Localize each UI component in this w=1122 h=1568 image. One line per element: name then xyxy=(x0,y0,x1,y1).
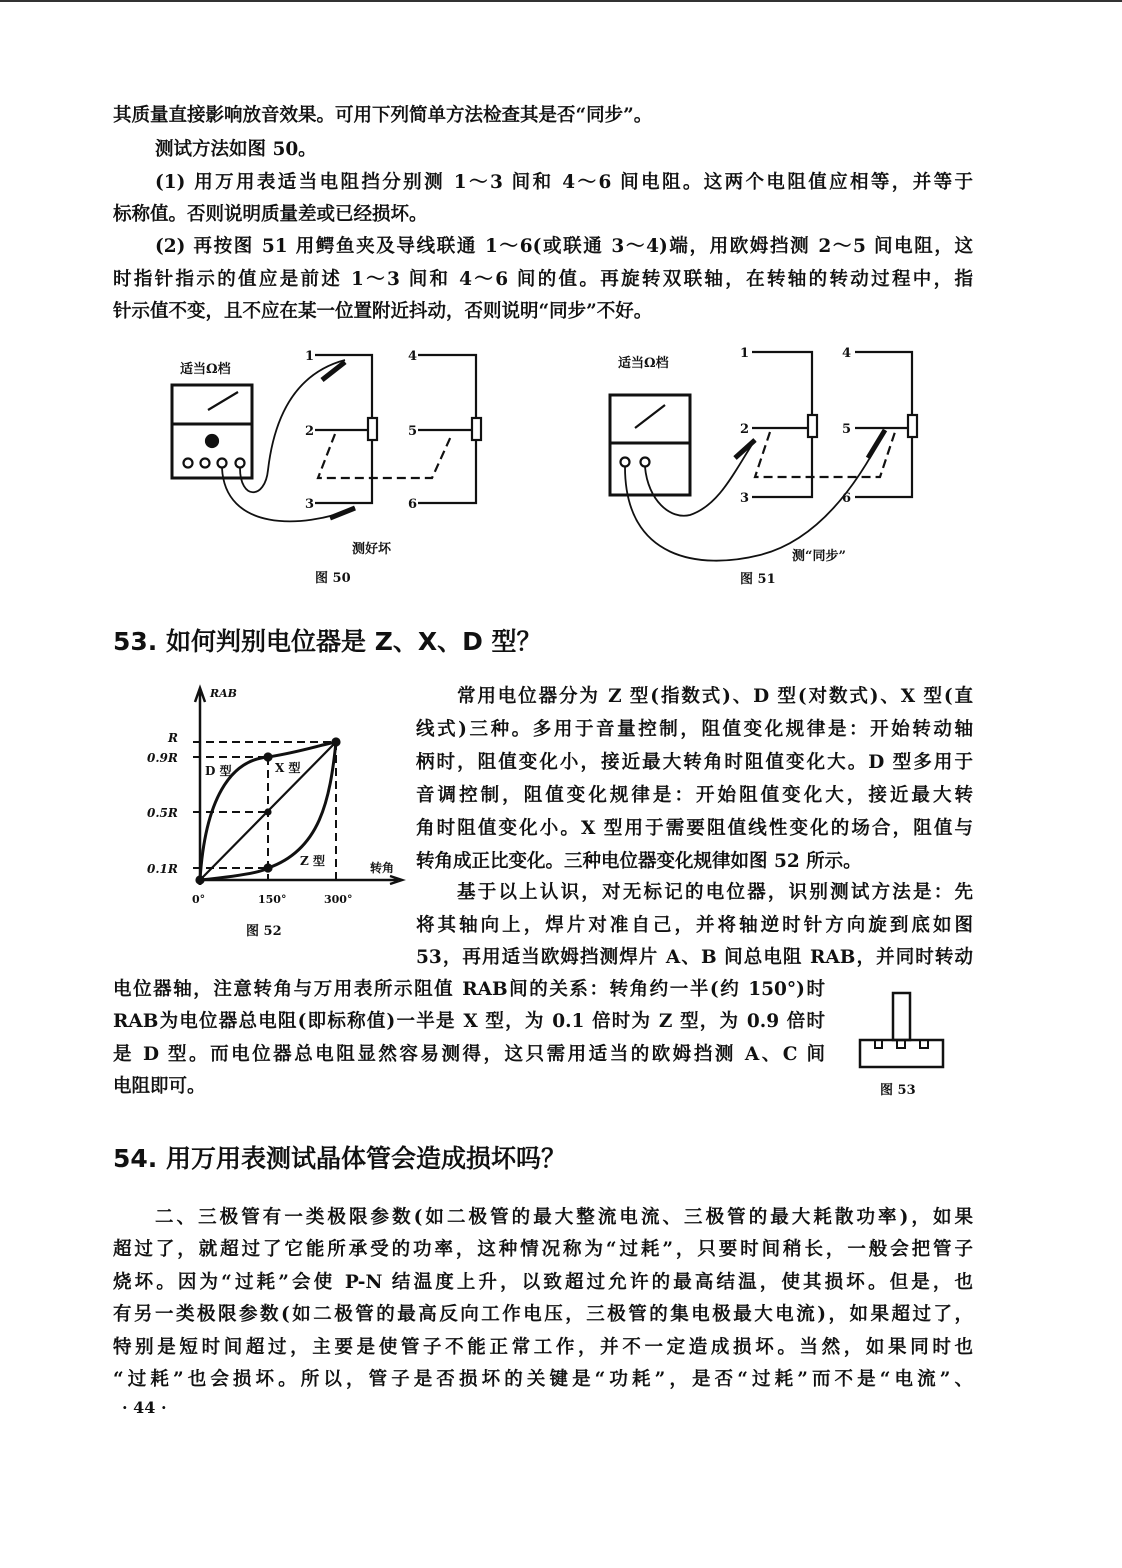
paragraph-line: 基于以上认识，对无标记的电位器，识别测试方法是：先 xyxy=(457,882,973,903)
terminal-label: 1 xyxy=(740,346,750,361)
figure-subcaption: 测好坏 xyxy=(352,542,392,557)
paragraph-line: (2) 再按图 51 用鳄鱼夹及导线联通 1～6(或联通 3～4)端，用欧姆挡测 2～5 间电阻，这 xyxy=(155,236,973,257)
x-tick-label: 300° xyxy=(324,893,353,906)
paragraph-line: 线式)三种。多用于音量控制，阻值变化规律是：开始转动轴 xyxy=(416,719,973,740)
terminal-label: 3 xyxy=(740,491,750,506)
paragraph-line: 将其轴向上，焊片对准自己，并将轴逆时针方向旋到底如图 xyxy=(416,915,973,936)
potentiometer-icon xyxy=(472,418,481,440)
paragraph-line: “过耗”也会损坏。所以，管子是否损坏的关键是“功耗”，是否“过耗”而不是“电流”、 xyxy=(113,1369,973,1390)
paragraph-line: 转角成正比变化。三种电位器变化规律如图 52 所示。 xyxy=(416,851,862,872)
paragraph-line: 柄时，阻值变化小，接近最大转角时阻值变化大。D 型多用于 xyxy=(416,752,973,773)
terminal-label: 6 xyxy=(408,497,418,512)
figure-caption: 图 50 xyxy=(315,571,351,586)
terminal-label: 6 xyxy=(842,491,852,506)
x-tick-label: 150° xyxy=(258,893,287,906)
paragraph-line: 特别是短时间超过，主要是使管子不能正常工作，并不一定造成损坏。当然，如果同时也 xyxy=(113,1337,973,1358)
figure-caption: 图 53 xyxy=(880,1083,916,1098)
paragraph-line: 是 D 型。而电位器总电阻显然容易测得，这只需用适当的欧姆挡测 A、C 间 xyxy=(113,1044,825,1065)
paragraph-line: 测试方法如图 50。 xyxy=(155,139,317,160)
figure-subcaption: 测“同步” xyxy=(792,549,846,564)
terminal-label: 2 xyxy=(740,422,750,437)
paragraph-line: 常用电位器分为 Z 型(指数式)、D 型(对数式)、X 型(直 xyxy=(457,686,973,707)
y-tick-label: 0.1R xyxy=(147,862,178,876)
figure-caption: 图 51 xyxy=(740,572,776,587)
y-tick-label: 0.5R xyxy=(147,806,178,820)
paragraph-line: 针示值不变，且不应在某一位置附近抖动，否则说明“同步”不好。 xyxy=(113,301,653,322)
paragraph-line: 烧坏。因为“过耗”会使 P-N 结温度上升，以致超过允许的最高结温，使其损坏。但是，也 xyxy=(113,1272,973,1293)
meter-label: 适当Ω档 xyxy=(180,362,231,377)
terminal-label: 2 xyxy=(305,424,315,439)
paragraph-line: 标称值。否则说明质量差或已经损坏。 xyxy=(113,204,428,225)
curve-label-d: D 型 xyxy=(205,764,232,778)
curve-label-x: X 型 xyxy=(275,761,301,775)
paragraph-line: (1) 用万用表适当电阻挡分别测 1～3 间和 4～6 间电阻。这两个电阻值应相等，并等于 xyxy=(155,172,973,193)
terminal-label: 4 xyxy=(408,349,418,364)
meter-label: 适当Ω档 xyxy=(618,356,669,371)
section-heading: 53. 如何判别电位器是 Z、X、D 型？ xyxy=(113,627,542,656)
potentiometer-shaft xyxy=(893,993,910,1040)
figure-51 xyxy=(610,352,917,561)
multimeter-icon xyxy=(610,395,690,495)
figure-53 xyxy=(860,993,943,1067)
terminal-label: 5 xyxy=(842,422,852,437)
paragraph-line: 电阻即可。 xyxy=(113,1076,206,1097)
terminal-label: 1 xyxy=(305,349,315,364)
terminal-label: 5 xyxy=(408,424,418,439)
x-tick-label: 0° xyxy=(192,893,206,906)
potentiometer-icon xyxy=(908,415,917,437)
curve-label-z: Z 型 xyxy=(300,854,325,868)
terminal-label: 4 xyxy=(842,346,852,361)
paragraph-line: 角时阻值变化小。X 型用于需要阻值线性变化的场合，阻值与 xyxy=(416,818,973,839)
y-axis-label: RAB xyxy=(210,687,237,700)
terminal-label: 3 xyxy=(305,497,315,512)
paragraph-line: 有另一类极限参数(如二极管的最高反向工作电压，三极管的集电极最大电流)，如果超过了， xyxy=(113,1304,973,1325)
potentiometer-icon xyxy=(368,418,377,440)
paragraph-line: 音调控制，阻值变化规律是：开始阻值变化大，接近最大转 xyxy=(416,785,973,806)
paragraph-line: 53，再用适当欧姆挡测焊片 A、B 间总电阻 RAB，并同时转动 xyxy=(416,947,973,968)
potentiometer-body xyxy=(860,1040,943,1067)
paragraph-line: 二、三极管有一类极限参数(如二极管的最大整流电流、三极管的最大耗散功率)，如果 xyxy=(155,1207,973,1228)
paragraph-line: 时指针指示的值应是前述 1～3 间和 4～6 间的值。再旋转双联轴，在转轴的转动过程中，指 xyxy=(113,269,973,290)
potentiometer-icon xyxy=(808,415,817,437)
x-axis-label: 转角 xyxy=(370,861,395,875)
page-number: · 44 · xyxy=(122,1398,167,1417)
figure-50 xyxy=(172,355,481,521)
figure-52 xyxy=(193,688,402,885)
section-heading: 54. 用万用表测试晶体管会造成损坏吗？ xyxy=(113,1144,566,1173)
y-tick-label: 0.9R xyxy=(147,751,178,765)
paragraph-line: 超过了，就超过了它能所承受的功率，这种情况称为“过耗”，只要时间稍长，一般会把管子 xyxy=(113,1239,973,1260)
paragraph-line: 其质量直接影响放音效果。可用下列简单方法检查其是否“同步”。 xyxy=(113,105,653,126)
paragraph-line: RAB为电位器总电阻(即标称值)一半是 X 型，为 0.1 倍时为 Z 型，为 0.9 倍时 xyxy=(113,1011,825,1032)
paragraph-line: 电位器轴，注意转角与万用表所示阻值 RAB间的关系：转角约一半(约 150°)时 xyxy=(113,979,825,1000)
y-tick-label: R xyxy=(168,731,178,745)
figure-caption: 图 52 xyxy=(246,924,282,939)
